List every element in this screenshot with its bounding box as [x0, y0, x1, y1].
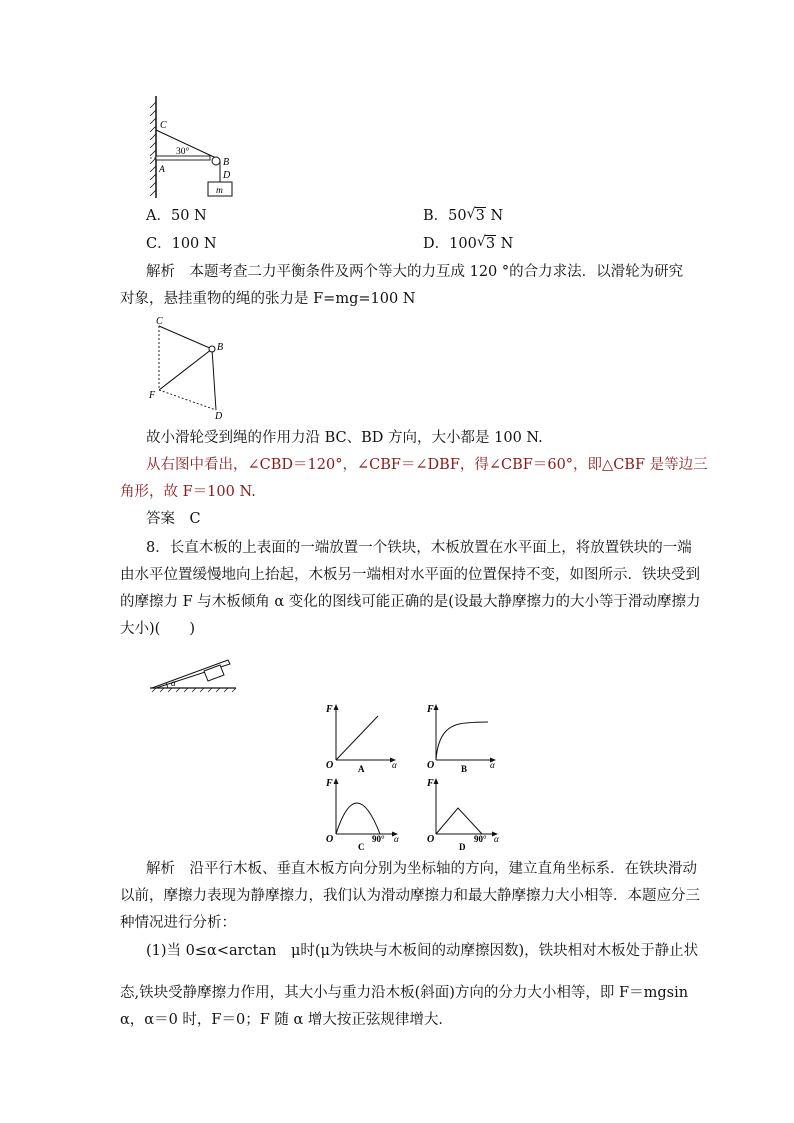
incline-figure: [148, 644, 240, 694]
fig2-label-c: C: [156, 316, 163, 327]
option-d-unit: N: [496, 236, 514, 252]
option-a-value: 50 N: [170, 208, 207, 224]
graph-b-alpha-label: α: [490, 760, 495, 770]
option-b: [423, 206, 503, 226]
graph-b-f-label: F: [427, 704, 434, 715]
option-b-root: 3: [475, 208, 485, 224]
option-d: [423, 234, 513, 254]
analysis2-line3: 角形，故 F＝100 N.: [120, 484, 256, 500]
fig1-label-c: C: [160, 120, 167, 131]
option-b-sqrt: [468, 206, 486, 226]
analysis2-line2: 从右图中看出，∠CBD＝120°，∠CBF＝∠DBF，得∠CBF＝60°，即△CBF 是等边三: [146, 457, 708, 473]
option-b-unit: N: [485, 208, 504, 224]
incline-angle-label: α: [171, 678, 176, 688]
graph-d-alpha-label: α: [494, 834, 499, 844]
graph-a-caption: A: [358, 764, 365, 774]
graph-c-f-label: F: [326, 778, 333, 789]
graph-d-o-label: O: [427, 834, 435, 845]
option-c: [146, 234, 217, 254]
graph-d-ninety-label: 90°: [474, 834, 487, 844]
answer: 答案 C: [146, 511, 201, 527]
question8-line4: 大小)( ): [120, 621, 195, 637]
option-a-label: A．: [146, 208, 171, 224]
question8-line1: 8．长直木板的上表面的一端放置一个铁块，木板放置在水平面上，将放置铁块的一端: [146, 540, 692, 556]
option-c-value: 100 N: [171, 236, 217, 252]
graph-a: [322, 702, 402, 772]
analysis1-line1: 解析 本题考查二力平衡条件及两个等大的力互成 120 °的合力求法．以滑轮为研究: [146, 264, 684, 280]
fig1-label-a: A: [159, 165, 165, 175]
option-b-label: B．: [423, 208, 449, 224]
option-d-root: 3: [485, 236, 496, 252]
analysis1-line2: 对象，悬挂重物的绳的张力是 F=mg=100 N: [120, 291, 416, 307]
graph-c-o-label: O: [326, 834, 334, 845]
graph-d-f-label: F: [427, 778, 434, 789]
option-a: [146, 206, 207, 226]
analysis3-line3: 种情况进行分析：: [120, 915, 236, 931]
option-b-coef: 50: [448, 208, 467, 224]
analysis3-line5: 态,铁块受静摩擦力作用，其大小与重力沿木板(斜面)方向的分力大小相等，即 F＝mgsin: [120, 985, 689, 1001]
wall-pulley-figure: [140, 92, 250, 202]
graph-c-alpha-label: α: [394, 834, 399, 844]
option-d-sqrt: [478, 234, 496, 254]
graph-b-o-label: O: [427, 760, 435, 771]
fig1-label-m: m: [216, 186, 223, 196]
analysis3-line4: (1)当 0≤α<arctan μ时(μ为铁块与木板间的动摩擦因数)，铁块相对木板处于静止状: [146, 943, 699, 959]
fig1-angle-label: 30°: [176, 147, 190, 157]
option-c-label: C．: [146, 236, 172, 252]
graph-c-ninety-label: 90°: [372, 834, 385, 844]
graph-a-o-label: O: [326, 760, 334, 771]
analysis3-line2: 以前，摩擦力表现为静摩擦力，我们认为滑动摩擦力和最大静摩擦力大小相等．本题应分三: [120, 888, 700, 904]
graph-c-caption: C: [358, 842, 365, 852]
analysis3-line6: α，α＝0 时，F＝0；F 随 α 增大按正弦规律增大．: [120, 1012, 453, 1028]
analysis3-line1: 解析 沿平行木板、垂直木板方向分别为坐标轴的方向，建立直角坐标系．在铁块滑动: [146, 861, 697, 877]
option-d-coef: 100: [449, 236, 477, 252]
graph-b-caption: B: [461, 764, 468, 774]
analysis2-line1: 故小滑轮受到绳的作用力沿 BC、BD 方向，大小都是 100 N.: [146, 430, 543, 446]
question8-line2: 由水平位置缓慢地向上抬起，木板另一端相对水平面的位置保持不变，如图所示．铁块受到: [120, 567, 700, 583]
fig2-label-d: D: [215, 411, 223, 422]
graph-d: [426, 776, 516, 850]
fig1-label-d: D: [223, 170, 231, 181]
fig1-label-b: B: [223, 157, 230, 168]
graph-a-alpha-label: α: [392, 760, 397, 770]
graph-c: [322, 776, 412, 850]
fig2-label-f: F: [149, 390, 156, 401]
force-diagram: [146, 314, 236, 424]
graph-b: [426, 702, 506, 772]
option-d-label: D．: [423, 236, 450, 252]
graph-d-caption: D: [459, 842, 466, 852]
fig2-label-b: B: [217, 342, 224, 353]
question8-line3: 的摩擦力 F 与木板倾角 α 变化的图线可能正确的是(设最大静摩擦力的大小等于滑动摩擦力: [120, 594, 701, 610]
graph-a-f-label: F: [326, 704, 333, 715]
